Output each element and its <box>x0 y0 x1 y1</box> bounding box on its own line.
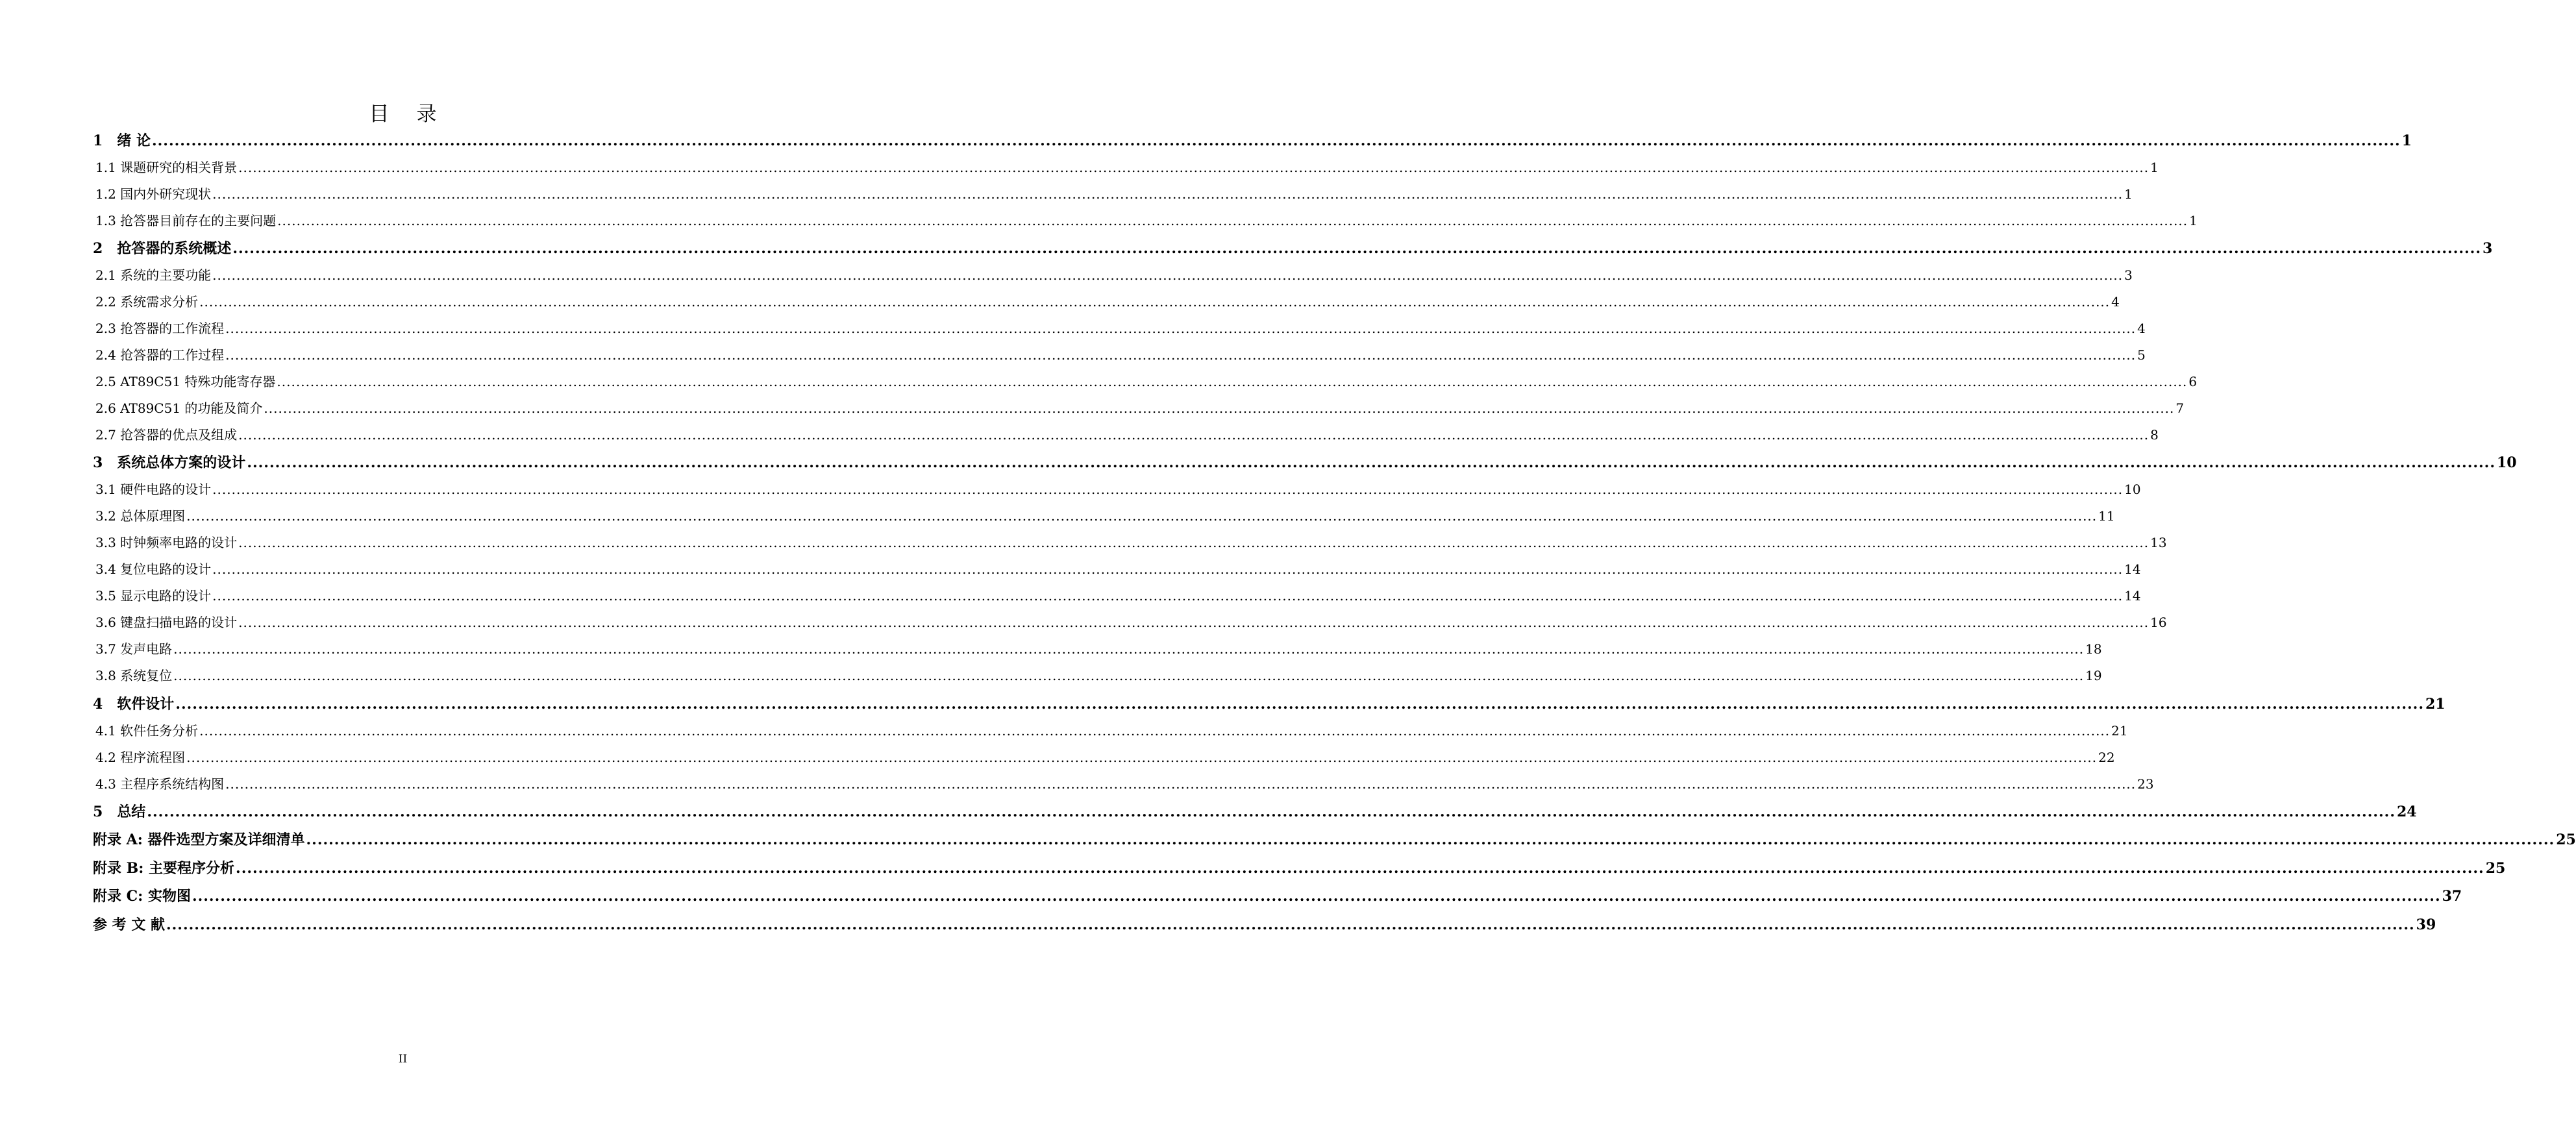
toc-entry-label: 2 抢答器的系统概述 <box>93 240 232 257</box>
toc-entry-page: 16 <box>2150 615 2167 630</box>
toc-entry-page: 3 <box>2482 240 2493 257</box>
toc-dot-leader: ................................................................................................................................................................................................................................................................................................................................................................................................................ <box>238 615 2149 630</box>
toc-entry-label: 3.4 复位电路的设计 <box>95 561 212 577</box>
toc-entry-label: 3.1 硬件电路的设计 <box>95 482 212 497</box>
toc-dot-leader: ................................................................................................................................................................................................................................................................................................................................................................................................................ <box>277 374 2188 389</box>
toc-entry-label: 1.2 国内外研究现状 <box>95 186 212 202</box>
toc-entry-label: 1 绪 论 <box>93 132 151 149</box>
toc-entry-label: 附录 B: 主要程序分析 <box>93 860 235 877</box>
title-char-2: 录 <box>416 103 437 126</box>
toc-entry-label: 3 系统总体方案的设计 <box>93 454 246 471</box>
toc-section-entry[interactable] <box>95 506 2115 526</box>
toc-dot-leader: ................................................................................................................................................................................................................................................................................................................................................................................................................ <box>236 860 2484 877</box>
toc-entry-label: 3.2 总体原理图 <box>95 508 186 524</box>
toc-dot-leader: ................................................................................................................................................................................................................................................................................................................................................................................................................ <box>225 776 2136 792</box>
toc-entry-label: 3.7 发声电路 <box>95 641 173 657</box>
toc-entry-label: 2.5 AT89C51 特殊功能寄存器 <box>95 374 276 389</box>
toc-entry-page: 19 <box>2085 668 2102 683</box>
toc-entry-page: 7 <box>2175 400 2185 416</box>
toc-dot-leader: ................................................................................................................................................................................................................................................................................................................................................................................................................ <box>238 427 2149 443</box>
toc-entry-page: 23 <box>2137 776 2154 792</box>
toc-section-entry[interactable] <box>95 559 2141 579</box>
toc-entry-page: 18 <box>2085 641 2102 657</box>
toc-chapter-entry[interactable] <box>93 238 2493 259</box>
toc-dot-leader: ................................................................................................................................................................................................................................................................................................................................................................................................................ <box>173 641 2085 657</box>
toc-entry-page: 4 <box>2137 321 2146 336</box>
toc-entry-label: 3.6 键盘扫描电路的设计 <box>95 615 238 630</box>
toc-section-entry[interactable] <box>95 774 2154 794</box>
toc-entry-label: 4 软件设计 <box>93 696 175 713</box>
toc-entry-page: 21 <box>2111 723 2128 739</box>
toc-entry-page: 1 <box>2189 213 2198 228</box>
toc-entry-label: 参 考 文 献 <box>93 916 165 933</box>
toc-dot-leader: ................................................................................................................................................................................................................................................................................................................................................................................................................ <box>264 400 2175 416</box>
toc-section-entry[interactable] <box>95 666 2102 685</box>
toc-dot-leader: ................................................................................................................................................................................................................................................................................................................................................................................................................ <box>212 267 2124 283</box>
toc-section-entry[interactable] <box>95 292 2120 312</box>
toc-chapter-entry[interactable] <box>93 858 2506 879</box>
toc-dot-leader: ................................................................................................................................................................................................................................................................................................................................................................................................................ <box>277 213 2188 228</box>
toc-chapter-entry[interactable] <box>93 694 2446 715</box>
toc-entry-page: 14 <box>2124 588 2141 604</box>
toc-entry-page: 4 <box>2111 294 2120 310</box>
toc-dot-leader: ................................................................................................................................................................................................................................................................................................................................................................................................................ <box>212 561 2124 577</box>
toc-dot-leader: ................................................................................................................................................................................................................................................................................................................................................................................................................ <box>232 240 2481 257</box>
toc-entry-page: 13 <box>2150 535 2167 550</box>
toc-section-entry[interactable] <box>95 613 2167 632</box>
toc-section-entry[interactable] <box>95 425 2159 445</box>
toc-dot-leader: ................................................................................................................................................................................................................................................................................................................................................................................................................ <box>192 888 2441 905</box>
toc-entry-page: 11 <box>2098 508 2115 524</box>
toc-chapter-entry[interactable] <box>93 802 2417 822</box>
toc-section-entry[interactable] <box>95 265 2133 285</box>
toc-section-entry[interactable] <box>95 480 2141 499</box>
toc-entry-page: 3 <box>2124 267 2133 283</box>
toc-dot-leader: ................................................................................................................................................................................................................................................................................................................................................................................................................ <box>186 750 2098 765</box>
toc-dot-leader: ................................................................................................................................................................................................................................................................................................................................................................................................................ <box>212 588 2124 604</box>
toc-section-entry[interactable] <box>95 211 2198 230</box>
toc-entry-page: 37 <box>2442 888 2462 905</box>
toc-entry-page: 1 <box>2124 186 2133 202</box>
toc-entry-label: 2.7 抢答器的优点及组成 <box>95 427 238 443</box>
toc-dot-leader: ................................................................................................................................................................................................................................................................................................................................................................................................................ <box>175 696 2424 713</box>
toc-entry-label: 2.1 系统的主要功能 <box>95 267 212 283</box>
toc-entry-label: 5 总结 <box>93 803 146 820</box>
toc-entry-page: 6 <box>2188 374 2198 389</box>
page-number: II <box>398 1053 408 1066</box>
toc-section-entry[interactable] <box>95 586 2141 606</box>
toc-section-entry[interactable] <box>95 398 2185 418</box>
toc-chapter-entry[interactable] <box>93 914 2436 935</box>
toc-entry-page: 10 <box>2124 482 2141 497</box>
toc-entry-page: 14 <box>2124 561 2141 577</box>
toc-dot-leader: ................................................................................................................................................................................................................................................................................................................................................................................................................ <box>151 132 2401 149</box>
toc-entry-label: 2.6 AT89C51 的功能及简介 <box>95 400 263 416</box>
toc-dot-leader: ................................................................................................................................................................................................................................................................................................................................................................................................................ <box>147 803 2396 820</box>
toc-entry-page: 22 <box>2098 750 2115 765</box>
toc-entry-page: 24 <box>2396 803 2417 820</box>
toc-section-entry[interactable] <box>95 345 2146 365</box>
toc-entry-label: 1.1 课题研究的相关背景 <box>95 160 238 175</box>
toc-chapter-entry[interactable] <box>93 886 2462 907</box>
toc-dot-leader: ................................................................................................................................................................................................................................................................................................................................................................................................................ <box>166 916 2415 933</box>
toc-dot-leader: ................................................................................................................................................................................................................................................................................................................................................................................................................ <box>212 186 2124 202</box>
page-title <box>0 100 806 129</box>
title-char-1: 目 <box>369 103 390 126</box>
toc-entry-label: 3.5 显示电路的设计 <box>95 588 212 604</box>
toc-entry-page: 10 <box>2496 454 2517 471</box>
toc-entry-label: 4.1 软件任务分析 <box>95 723 199 739</box>
toc-dot-leader: ................................................................................................................................................................................................................................................................................................................................................................................................................ <box>199 294 2111 310</box>
toc-entry-label: 4.3 主程序系统结构图 <box>95 776 225 792</box>
toc-chapter-entry[interactable] <box>93 130 2412 151</box>
toc-entry-label: 3.8 系统复位 <box>95 668 173 683</box>
toc-section-entry[interactable] <box>95 319 2146 338</box>
toc-section-entry[interactable] <box>95 639 2102 659</box>
toc-dot-leader: ................................................................................................................................................................................................................................................................................................................................................................................................................ <box>212 482 2124 497</box>
toc-chapter-entry[interactable] <box>93 452 2517 473</box>
toc-dot-leader: ................................................................................................................................................................................................................................................................................................................................................................................................................ <box>225 347 2136 363</box>
toc-entry-page: 25 <box>2485 860 2506 877</box>
toc-dot-leader: ................................................................................................................................................................................................................................................................................................................................................................................................................ <box>306 831 2555 848</box>
toc-section-entry[interactable] <box>95 184 2133 204</box>
toc-entry-page: 21 <box>2425 696 2446 713</box>
toc-dot-leader: ................................................................................................................................................................................................................................................................................................................................................................................................................ <box>225 321 2136 336</box>
toc-entry-label: 2.2 系统需求分析 <box>95 294 199 310</box>
toc-entry-label: 4.2 程序流程图 <box>95 750 186 765</box>
toc-entry-label: 附录 A: 器件选型方案及详细清单 <box>93 831 305 848</box>
toc-dot-leader: ................................................................................................................................................................................................................................................................................................................................................................................................................ <box>247 454 2496 471</box>
toc-entry-page: 8 <box>2150 427 2159 443</box>
toc-dot-leader: ................................................................................................................................................................................................................................................................................................................................................................................................................ <box>238 535 2149 550</box>
toc-dot-leader: ................................................................................................................................................................................................................................................................................................................................................................................................................ <box>238 160 2149 175</box>
toc-entry-page: 5 <box>2137 347 2146 363</box>
toc-section-entry[interactable] <box>95 721 2128 741</box>
toc-entry-page: 1 <box>2401 132 2412 149</box>
toc-entry-page: 39 <box>2416 916 2436 933</box>
toc-dot-leader: ................................................................................................................................................................................................................................................................................................................................................................................................................ <box>186 508 2098 524</box>
toc-entry-label: 1.3 抢答器目前存在的主要问题 <box>95 213 277 228</box>
toc-entry-label: 2.3 抢答器的工作流程 <box>95 321 225 336</box>
toc-entry-label: 2.4 抢答器的工作过程 <box>95 347 225 363</box>
toc-chapter-entry[interactable] <box>93 829 2576 850</box>
toc-entry-page: 1 <box>2150 160 2159 175</box>
toc-section-entry[interactable] <box>95 158 2159 177</box>
toc-section-entry[interactable] <box>95 748 2115 767</box>
toc-dot-leader: ................................................................................................................................................................................................................................................................................................................................................................................................................ <box>199 723 2111 739</box>
toc-dot-leader: ................................................................................................................................................................................................................................................................................................................................................................................................................ <box>173 668 2085 683</box>
toc-entry-label: 3.3 时钟频率电路的设计 <box>95 535 238 550</box>
toc-entry-label: 附录 C: 实物图 <box>93 888 191 905</box>
toc-entry-page: 25 <box>2556 831 2576 848</box>
toc-section-entry[interactable] <box>95 372 2198 391</box>
toc-section-entry[interactable] <box>95 533 2167 552</box>
